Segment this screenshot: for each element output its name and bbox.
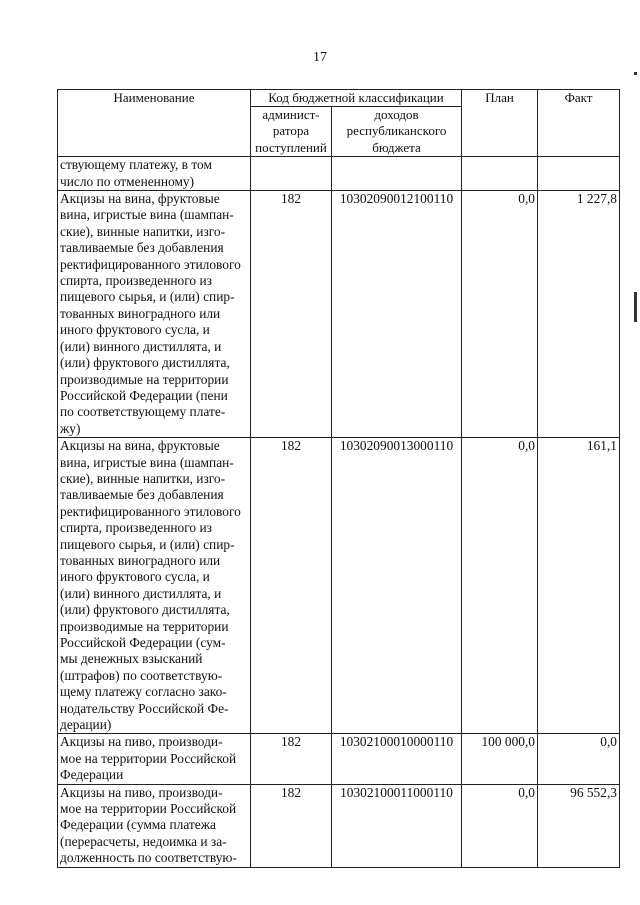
row-revenue-code: 10302100011000110 [332,784,462,867]
table-row [58,438,620,734]
table-row [58,157,620,191]
header-fact: Факт [538,90,620,157]
row-name: Акцизы на вина, фруктовые вина, игристые вина (шампан- ские), винные напитки, изго- тавливаемые без добавления ректифицированного этилового спирта, произведенного из пищевого сырья, и (или) спир- тованных виноградного или иного фруктового сусла, и (или) винного дистиллята, и (или) фруктового дистиллята, производимые на территории Российской Федерации (сум- мы денежных взысканий (штрафов) по соответствую- щему платежу согласно зако- нодательству Российской Фе- дерации) [58,438,251,734]
row-revenue-code: 10302100010000110 [332,734,462,784]
page-number: 17 [313,50,327,65]
budget-table [57,89,620,868]
header-revenue: доходов республиканского бюджета [332,107,462,157]
row-fact: 0,0 [538,734,620,784]
row-fact: 96 552,3 [538,784,620,867]
header-code-group: Код бюджетной классификации [251,90,462,107]
table-row [58,191,620,438]
scan-edge-mark [634,292,637,322]
header-name-label: Наименование [113,90,195,105]
header-row-top [58,90,620,107]
header-plan: План [462,90,538,157]
table-row [58,784,620,867]
row-plan: 100 000,0 [462,734,538,784]
scan-edge-mark [634,72,637,75]
table-row [58,734,620,784]
row-admin-code: 182 [251,734,332,784]
row-plan: 0,0 [462,438,538,734]
header-name [58,90,251,157]
row-name: Акцизы на пиво, производи- мое на территории Российской Федерации (сумма платежа (перерасчеты, недоимка и за- долженность по соответствую- [58,784,251,867]
row-revenue-code [332,157,462,191]
header-admin: админист- ратора поступлений [251,107,332,157]
row-admin-code: 182 [251,438,332,734]
row-admin-code: 182 [251,191,332,438]
row-name: Акцизы на вина, фруктовые вина, игристые вина (шампан- ские), винные напитки, изго- тавливаемые без добавления ректифицированного этилового спирта, произведенного из пищевого сырья, и (или) спир- тованных виноградного или иного фруктового сусла, и (или) винного дистиллята, и (или) фруктового дистиллята, производимые на территории Российской Федерации (пени по соответствующему плате- жу) [58,191,251,438]
row-admin-code: 182 [251,784,332,867]
row-plan: 0,0 [462,784,538,867]
row-plan: 0,0 [462,191,538,438]
row-plan [462,157,538,191]
row-fact: 161,1 [538,438,620,734]
row-name: ствующему платежу, в том число по отмененному) [58,157,251,191]
row-fact [538,157,620,191]
row-revenue-code: 10302090013000110 [332,438,462,734]
row-name: Акцизы на пиво, производи- мое на территории Российской Федерации [58,734,251,784]
row-admin-code [251,157,332,191]
row-revenue-code: 10302090012100110 [332,191,462,438]
row-fact: 1 227,8 [538,191,620,438]
